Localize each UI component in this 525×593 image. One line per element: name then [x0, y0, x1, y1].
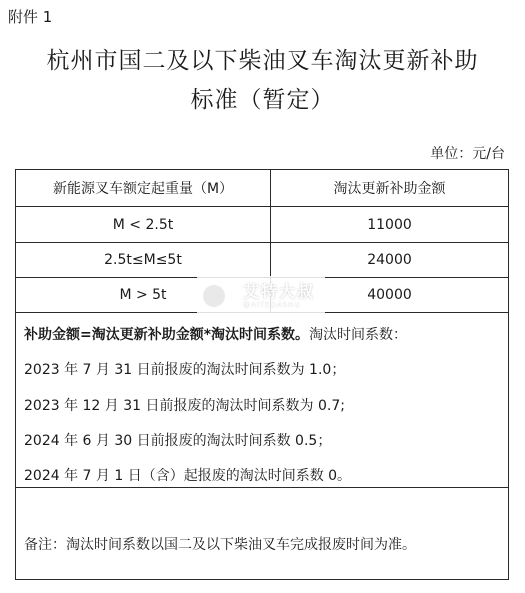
subsidy-table	[15, 169, 509, 580]
header-capacity: 新能源叉车额定起重量（M）	[16, 170, 271, 206]
coefficient-notes	[16, 313, 508, 488]
unit-label: 单位：元/台	[430, 146, 505, 162]
capacity-cell: 2.5t≤M≤5t	[16, 243, 271, 277]
subsidy-cell: 40000	[367, 287, 412, 303]
table-row	[16, 243, 508, 278]
formula-bold: 补助金额=淘汰更新补助金额*淘汰时间系数。	[24, 327, 310, 343]
subsidy-cell: 11000	[367, 216, 412, 233]
coefficient-line: 2024 年 7 月 1 日（含）起报废的淘汰时间系数 0。	[24, 468, 352, 484]
document-title-line2: 标准（暂定）	[190, 87, 335, 113]
remark-text: 备注：淘汰时间系数以国二及以下柴油叉车完成报废时间为准。	[24, 537, 416, 553]
coefficient-line: 2024 年 6 月 30 日前报废的淘汰时间系数 0.5；	[24, 433, 332, 449]
document-title-line1: 杭州市国二及以下柴油叉车淘汰更新补助	[46, 48, 479, 74]
formula-line	[24, 324, 407, 344]
watermark	[197, 276, 325, 316]
subsidy-cell: 24000	[367, 252, 412, 268]
capacity-cell: M > 5t	[16, 278, 271, 312]
coefficient-line: 2023 年 7 月 31 日前报废的淘汰时间系数为 1.0；	[24, 362, 346, 378]
capacity-cell: M < 2.5t	[16, 207, 271, 242]
table-row	[16, 207, 508, 243]
table-header-row	[16, 170, 508, 207]
watermark-subtext: @AITEDASHU	[243, 300, 301, 309]
header-subsidy: 淘汰更新补助金额	[333, 181, 446, 197]
watermark-text: 艾特大叔	[243, 281, 316, 301]
coefficient-line: 2023 年 12 月 31 日前报废的淘汰时间系数为 0.7;	[24, 398, 345, 414]
formula-rest: 淘汰时间系数：	[309, 327, 408, 343]
watermark-logo-icon	[203, 285, 225, 307]
attachment-label: 附件 1	[8, 8, 53, 26]
